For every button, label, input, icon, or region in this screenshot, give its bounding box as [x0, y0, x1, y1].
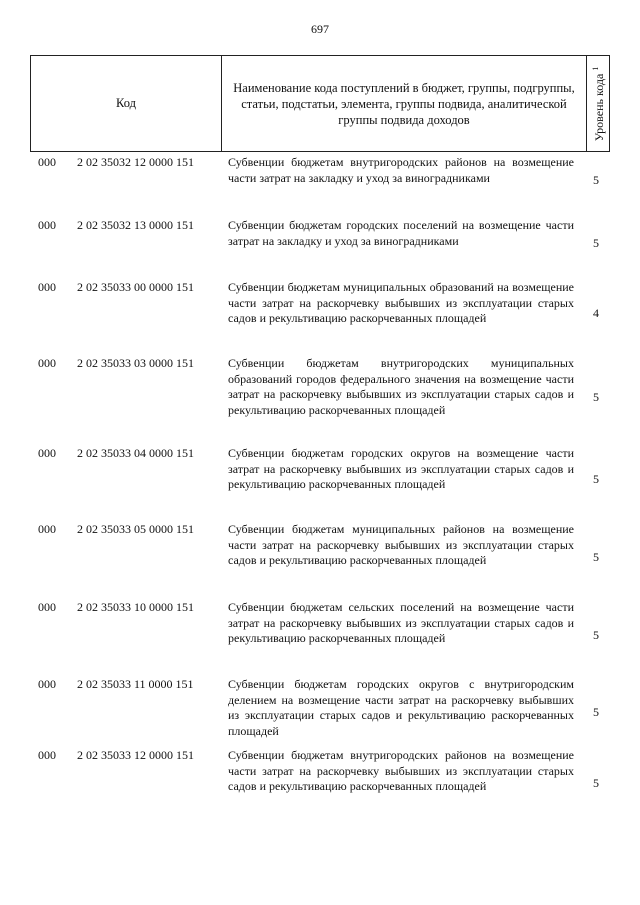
code-level: 5	[593, 550, 599, 564]
revenue-name: Субвенции бюджетам городских поселений на возмещение части затрат на закладку и уход за виноградниками	[228, 218, 574, 248]
admin-code: 000	[38, 677, 56, 691]
revenue-name: Субвенции бюджетам сельских поселений на возмещение части затрат на раскорчевку выбывших из эксплуатации старых садов и рекультивацию раскорчеванных площадей	[228, 600, 574, 646]
admin-code: 000	[38, 356, 56, 370]
header-level-footnote: 1	[591, 66, 600, 71]
revenue-name: Субвенции бюджетам внутригородских районов на возмещение части затрат на раскорчевку выбывших из эксплуатации старых садов и рекультивацию раскорчеванных площадей	[228, 748, 574, 794]
admin-code: 000	[38, 600, 56, 614]
revenue-code: 2 02 35033 11 0000 151	[77, 677, 194, 691]
table-header	[30, 55, 610, 152]
page-number: 697	[311, 22, 329, 36]
revenue-code: 2 02 35032 13 0000 151	[77, 218, 194, 232]
revenue-code: 2 02 35033 12 0000 151	[77, 748, 194, 762]
code-level: 5	[593, 472, 599, 486]
header-level	[587, 56, 611, 151]
admin-code: 000	[38, 748, 56, 762]
header-name	[222, 56, 587, 151]
revenue-name: Субвенции бюджетам городских округов с внутригородским делением на возмещение части затрат на раскорчевку выбывших из эксплуатации старых садов и рекультивацию раскорчеванных площадей	[228, 677, 574, 738]
admin-code: 000	[38, 218, 56, 232]
code-level: 5	[593, 705, 599, 719]
revenue-name: Субвенции бюджетам внутригородских муниципальных образований городов федерального значения на возмещение части затрат на раскорчевку выбывших из эксплуатации старых садов и рекультивацию раскорчеванных площадей	[228, 356, 574, 417]
header-code	[31, 56, 222, 151]
revenue-name: Субвенции бюджетам муниципальных районов на возмещение части затрат на раскорчевку выбывших из эксплуатации старых садов и рекультивацию раскорчеванных площадей	[228, 522, 574, 568]
code-level: 4	[593, 306, 599, 320]
admin-code: 000	[38, 522, 56, 536]
code-level: 5	[593, 173, 599, 187]
code-level: 5	[593, 390, 599, 404]
header-code-label: Код	[116, 96, 136, 110]
revenue-code: 2 02 35033 03 0000 151	[77, 356, 194, 370]
revenue-code: 2 02 35032 12 0000 151	[77, 155, 194, 169]
admin-code: 000	[38, 280, 56, 294]
revenue-name: Субвенции бюджетам муниципальных образований на возмещение части затрат на раскорчевку выбывших из эксплуатации старых садов и рекультивацию раскорчеванных площадей	[228, 280, 574, 326]
header-level-label	[591, 66, 607, 141]
revenue-code: 2 02 35033 10 0000 151	[77, 600, 194, 614]
code-level: 5	[593, 776, 599, 790]
code-level: 5	[593, 236, 599, 250]
header-level-text: Уровень кода	[592, 73, 606, 141]
code-level: 5	[593, 628, 599, 642]
revenue-name: Субвенции бюджетам внутригородских районов на возмещение части затрат на закладку и уход за виноградниками	[228, 155, 574, 185]
admin-code: 000	[38, 155, 56, 169]
admin-code: 000	[38, 446, 56, 460]
revenue-code: 2 02 35033 00 0000 151	[77, 280, 194, 294]
revenue-code: 2 02 35033 05 0000 151	[77, 522, 194, 536]
revenue-name: Субвенции бюджетам городских округов на возмещение части затрат на раскорчевку выбывших из эксплуатации старых садов и рекультивацию раскорчеванных площадей	[228, 446, 574, 492]
header-name-label: Наименование кода поступлений в бюджет, группы, подгруппы, статьи, подстатьи, элемента, группы подвида, аналитической группы подвида доходов	[233, 80, 575, 127]
revenue-code: 2 02 35033 04 0000 151	[77, 446, 194, 460]
